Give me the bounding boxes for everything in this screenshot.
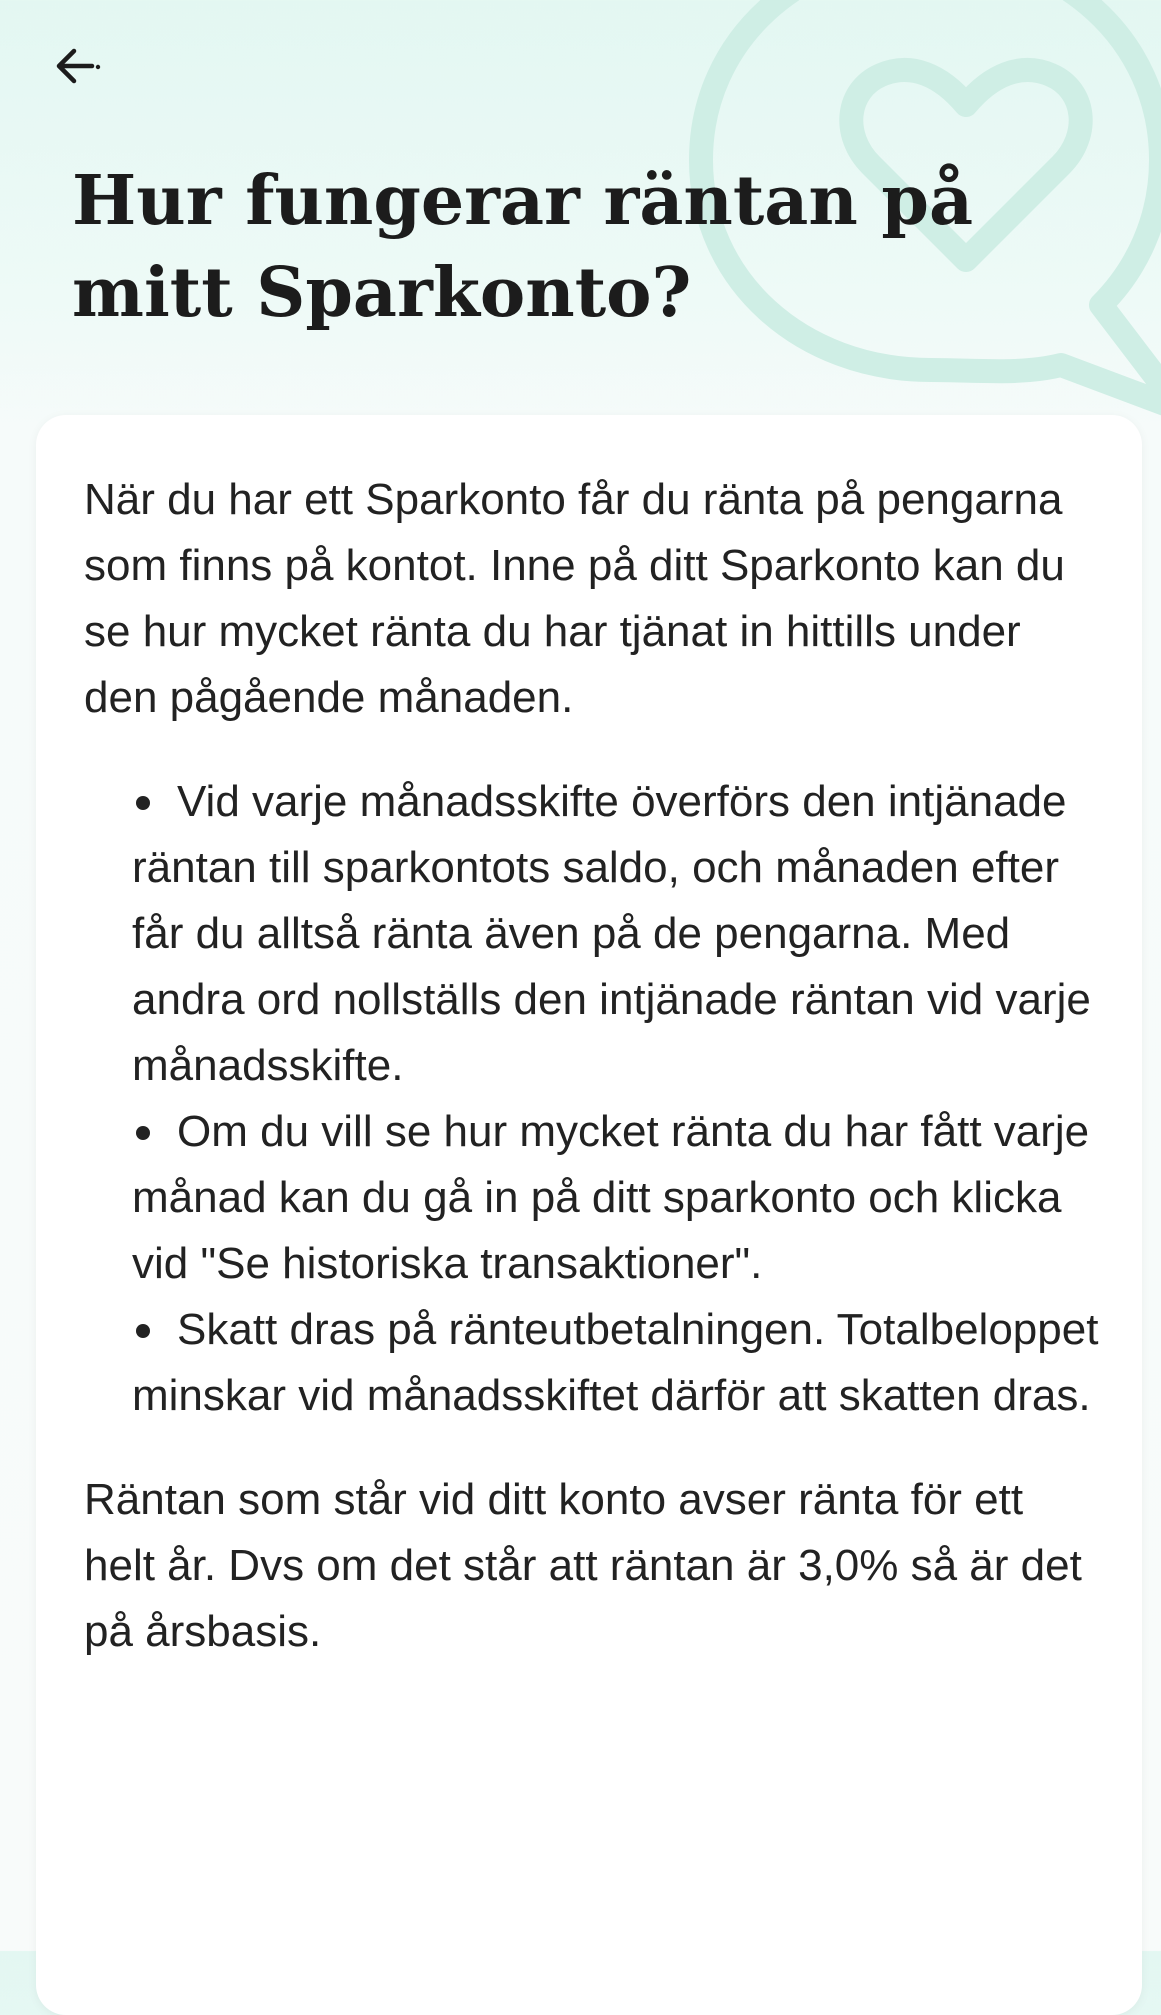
list-item-text: Skatt dras på ränteutbetalningen. Totalbeloppet minskar vid månadsskiftet därför att skatten dras.	[132, 1305, 1099, 1420]
bullet-icon	[136, 796, 150, 810]
outro-paragraph: Räntan som står vid ditt konto avser ränta för ett helt år. Dvs om det står att räntan är 3,0% så är det på årsbasis.	[84, 1475, 1082, 1656]
intro-paragraph: När du har ett Sparkonto får du ränta på pengarna som finns på kontot. Inne på ditt Sparkonto kan du se hur mycket ränta du har tjänat in hittills under den pågående månaden.	[84, 475, 1065, 722]
list-item-text: Vid varje månadsskifte överförs den intjänade räntan till sparkontots saldo, och månaden efter får du alltså ränta även på de pengarna. Med andra ord nollställs den intjänade räntan vid varje månadsskifte.	[132, 777, 1091, 1090]
list-item-text: Om du vill se hur mycket ränta du har fått varje månad kan du gå in på ditt sparkonto och klicka vid "Se historiska transaktioner".	[132, 1107, 1090, 1288]
list-item	[132, 769, 1104, 1099]
page-title: Hur fungerar räntan på mitt Sparkonto?	[72, 161, 974, 333]
list-item	[132, 1099, 1104, 1297]
bullet-list	[84, 769, 1104, 1429]
list-item	[132, 1297, 1104, 1429]
info-card	[36, 415, 1142, 2015]
card-content	[84, 467, 1104, 1665]
arrow-left-icon	[48, 38, 104, 94]
bullet-icon	[136, 1324, 150, 1338]
back-button[interactable]	[40, 30, 112, 102]
bullet-icon	[136, 1126, 150, 1140]
